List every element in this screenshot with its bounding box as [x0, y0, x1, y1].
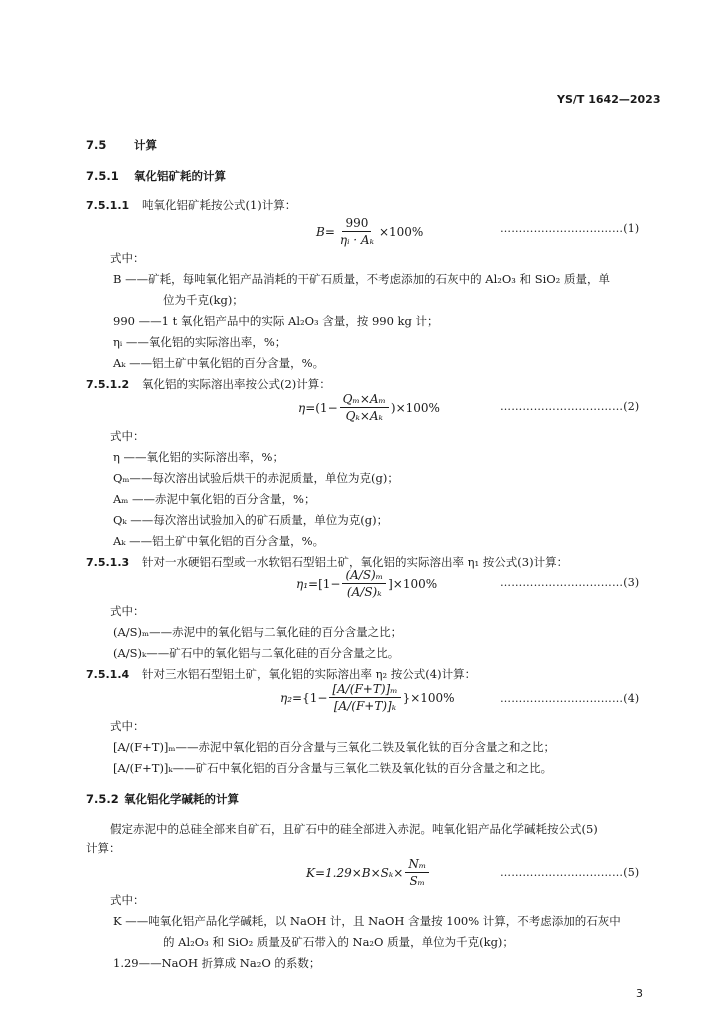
formula-lhs: K=1.29×B×Sₖ×	[306, 865, 404, 880]
fraction-numerator: [A/(F+T)]ₘ	[329, 682, 400, 698]
definition-line: 的 Al₂O₃ 和 SiO₂ 质量及矿石带入的 Na₂O 质量，单位为千克(kg)；	[163, 935, 514, 949]
section-7-5-heading	[86, 137, 157, 153]
section-title: 计算	[134, 138, 157, 152]
formula-fraction	[405, 857, 429, 888]
equation-number-1: ……………………………(1)	[500, 222, 640, 235]
section-number: 7.5	[86, 138, 107, 152]
formula-lhs: η=	[298, 400, 316, 415]
fraction-numerator: Nₘ	[405, 857, 429, 873]
definition-line: (A/S)ₖ——矿石中的氧化铝与二氧化硅的百分含量之比。	[113, 646, 400, 660]
fraction-denominator: Sₘ	[409, 874, 426, 888]
definition-line: Qₘ——每次溶出试验后烘干的赤泥质量，单位为克(g)；	[113, 471, 399, 485]
formula-open: (1−	[315, 400, 338, 415]
definition-line: (A/S)ₘ——赤泥中的氧化铝与二氧化硅的百分含量之比；	[113, 625, 403, 639]
formula-lhs: η₁=	[296, 576, 319, 591]
definition-line: ηᵢ ——氧化铝的实际溶出率，%；	[113, 335, 287, 349]
formula-fraction	[337, 216, 377, 247]
formula-fraction	[329, 682, 400, 713]
definition-line: Aₖ ——铝土矿中氧化铝的百分含量，%。	[113, 356, 325, 370]
where-label: 式中：	[110, 429, 145, 443]
section-7-5-2-heading	[86, 791, 239, 807]
clause-number: 7.5.1.3	[86, 556, 130, 569]
clause-7-5-1-1	[86, 197, 296, 213]
definition-line: [A/(F+T)]ₘ——赤泥中氧化铝的百分含量与三氧化二铁及氧化钛的百分含量之和之比；	[113, 740, 555, 754]
definition-line: 位为千克(kg)；	[163, 293, 244, 307]
clause-number: 7.5.1.2	[86, 378, 130, 391]
definition-line: [A/(F+T)]ₖ——矿石中氧化铝的百分含量与三氧化二铁及氧化钛的百分含量之和之比。	[113, 761, 553, 775]
formula-2	[298, 392, 440, 423]
fraction-denominator: [A/(F+T)]ₖ	[333, 699, 397, 713]
fraction-denominator: (A/S)ₖ	[346, 585, 382, 599]
clause-number: 7.5.1.1	[86, 199, 130, 212]
formula-3	[296, 568, 437, 599]
definition-line: Aₘ ——赤泥中氧化铝的百分含量，%；	[113, 492, 316, 506]
paragraph: 假定赤泥中的总硅全部来自矿石，且矿石中的硅全部进入赤泥。吨氧化铝产品化学碱耗按公式(5)	[110, 822, 598, 836]
clause-text: 针对三水铝石型铝土矿，氧化铝的实际溶出率 η₂ 按公式(4)计算：	[142, 667, 477, 681]
formula-tail: ]×100%	[388, 576, 438, 591]
page-number: 3	[636, 987, 643, 1000]
clause-7-5-1-4	[86, 666, 476, 682]
where-label: 式中：	[110, 893, 145, 907]
formula-1	[316, 216, 423, 247]
fraction-numerator: Qₘ×Aₘ	[340, 392, 389, 408]
definition-line: K ——吨氧化铝产品化学碱耗，以 NaOH 计，且 NaOH 含量按 100% 计算，不考虑添加的石灰中	[113, 914, 621, 928]
section-title: 氧化铝化学碱耗的计算	[124, 792, 239, 806]
fraction-numerator: 990	[342, 216, 371, 232]
definition-line: Aₖ ——铝土矿中氧化铝的百分含量，%。	[113, 534, 325, 548]
section-number: 7.5.2	[86, 792, 119, 806]
where-label: 式中：	[110, 251, 145, 265]
equation-number-3: ……………………………(3)	[500, 576, 640, 589]
definition-line: η ——氧化铝的实际溶出率，%；	[113, 450, 284, 464]
formula-4	[280, 682, 455, 713]
formula-tail: )×100%	[390, 400, 440, 415]
fraction-denominator: ηᵢ · Aₖ	[339, 233, 374, 247]
equation-number-5: ……………………………(5)	[500, 866, 640, 879]
definition-line: Qₖ ——每次溶出试验加入的矿石质量，单位为克(g)；	[113, 513, 389, 527]
section-number: 7.5.1	[86, 169, 119, 183]
equation-number-2: ……………………………(2)	[500, 400, 640, 413]
definition-line: B ——矿耗，每吨氧化铝产品消耗的干矿石质量，不考虑添加的石灰中的 Al₂O₃ 和 SiO₂ 质量，单	[113, 272, 610, 286]
definition-line: 1.29——NaOH 折算成 Na₂O 的系数；	[113, 956, 321, 970]
formula-lhs: B=	[316, 224, 335, 239]
clause-text: 氧化铝的实际溶出率按公式(2)计算：	[142, 377, 331, 391]
formula-5	[306, 857, 431, 888]
standard-number: YS/T 1642—2023	[557, 93, 661, 106]
where-label: 式中：	[110, 604, 145, 618]
formula-lhs: η₂=	[280, 690, 303, 705]
formula-tail: }×100%	[402, 690, 455, 705]
formula-fraction	[342, 568, 386, 599]
clause-text: 针对一水硬铝石型或一水软铝石型铝土矿，氧化铝的实际溶出率 η₁ 按公式(3)计算：	[142, 555, 569, 569]
formula-open: {1−	[302, 690, 328, 705]
paragraph: 计算：	[86, 841, 121, 855]
formula-fraction	[340, 392, 389, 423]
formula-tail: ×100%	[378, 224, 424, 239]
fraction-numerator: (A/S)ₘ	[342, 568, 386, 584]
equation-number-4: ……………………………(4)	[500, 692, 640, 705]
where-label: 式中：	[110, 719, 145, 733]
section-7-5-1-heading	[86, 168, 226, 184]
formula-open: [1−	[318, 576, 341, 591]
clause-number: 7.5.1.4	[86, 668, 130, 681]
clause-text: 吨氧化铝矿耗按公式(1)计算：	[142, 198, 297, 212]
fraction-denominator: Qₖ×Aₖ	[345, 409, 383, 423]
definition-line: 990 ——1 t 氧化铝产品中的实际 Al₂O₃ 含量，按 990 kg 计；	[113, 314, 439, 328]
section-title: 氧化铝矿耗的计算	[134, 169, 226, 183]
clause-7-5-1-2	[86, 376, 331, 392]
